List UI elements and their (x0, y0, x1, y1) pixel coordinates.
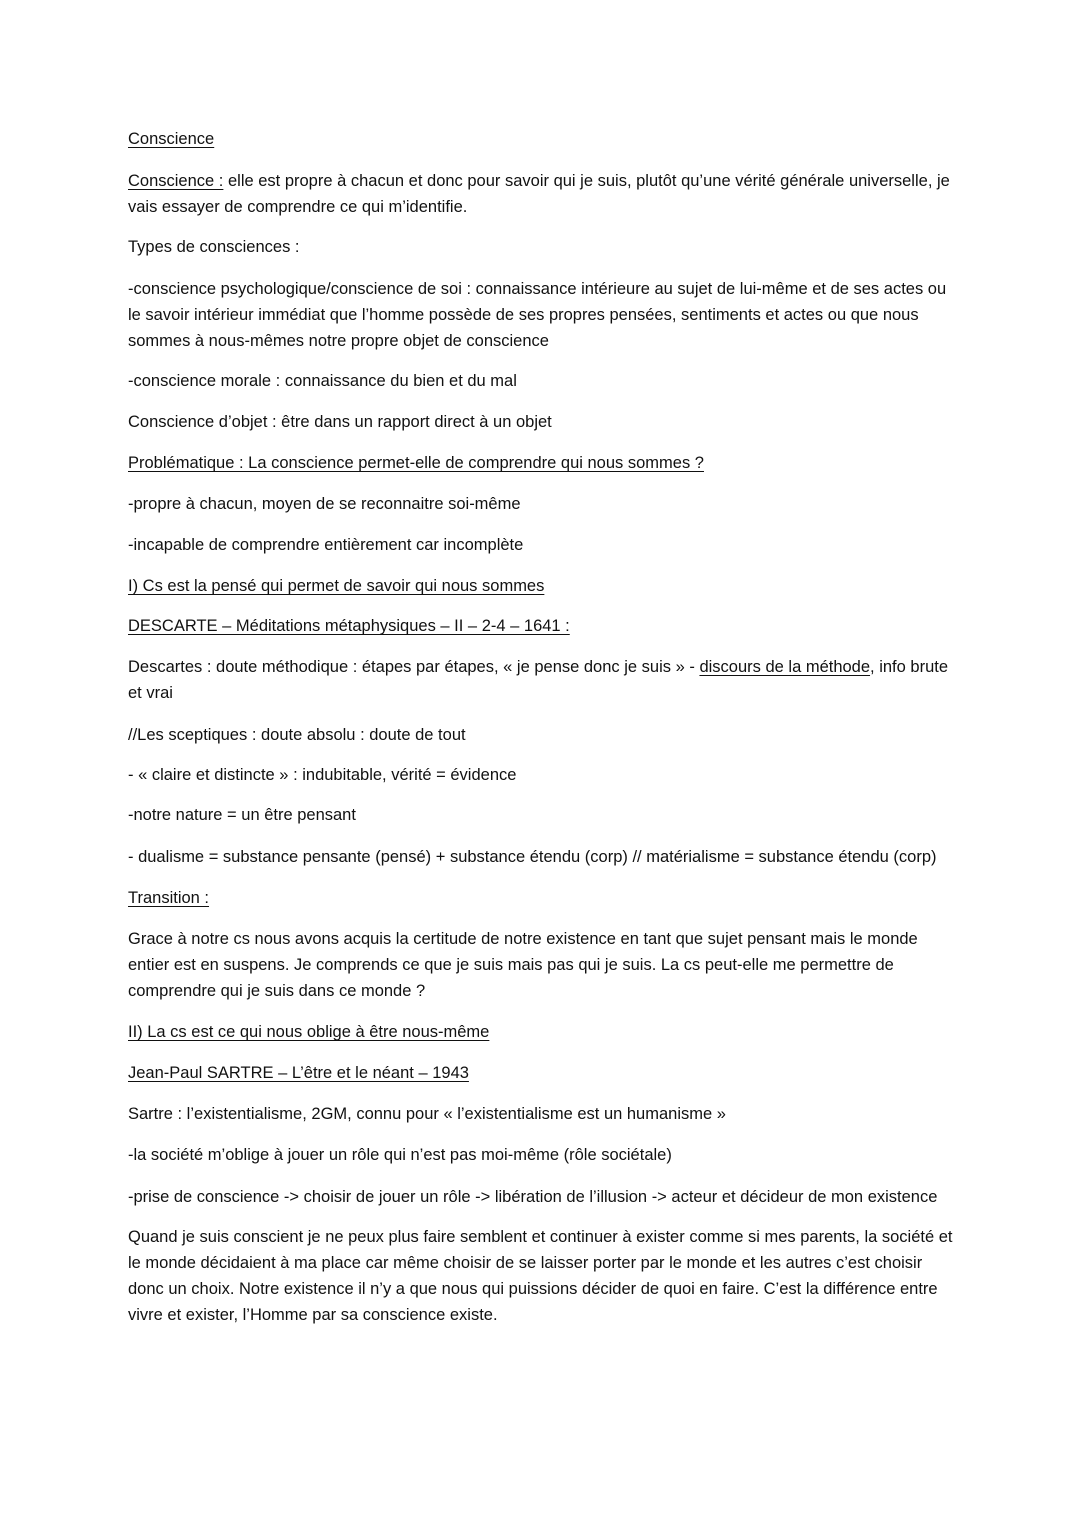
part-1-heading: I) Cs est la pensé qui permet de savoir qui nous sommes (128, 577, 545, 595)
point-2: -incapable de comprendre entièrement car incomplète (128, 536, 524, 554)
transition-text: Grace à notre cs nous avons acquis la certitude de notre existence en tant que sujet pensant mais le monde entier est en suspens. Je comprends ce que je suis mais pas qui je suis. La cs peut-elle me permettre de comprendre qui je suis dans ce monde ? (128, 930, 918, 1000)
dualism: - dualisme = substance pensante (pensé) + substance étendu (corp) // matérialisme = substance étendu (corp) (128, 848, 937, 866)
definition-paragraph (128, 168, 958, 220)
descartes-reference: DESCARTE – Méditations métaphysiques – II – 2-4 – 1641 : (128, 617, 570, 635)
sartre-reference: Jean-Paul SARTRE – L’être et le néant – 1943 (128, 1064, 469, 1082)
type-moral: -conscience morale : connaissance du bien et du mal (128, 372, 517, 390)
object-consciousness: Conscience d’objet : être dans un rapport direct à un objet (128, 413, 552, 431)
point-1: -propre à chacun, moyen de se reconnaitre soi-même (128, 495, 521, 513)
transition-label: Transition : (128, 889, 210, 907)
descartes-text: Descartes : doute méthodique : étapes par étapes, « je pense donc je suis » - (128, 658, 700, 676)
clear-distinct: - « claire et distincte » : indubitable, vérité = évidence (128, 766, 517, 784)
definition-text: elle est propre à chacun et donc pour savoir qui je suis, plutôt qu’une vérité générale universelle, je vais essayer de comprendre ce qui m’identifie. (128, 172, 950, 216)
descartes-text-end: , info brute et vrai (128, 658, 949, 702)
descartes-method-reference: discours de la méthode (699, 658, 871, 676)
definition-label: Conscience : (128, 172, 224, 190)
problematic: Problématique : La conscience permet-elle de comprendre qui nous sommes ? (128, 454, 704, 472)
sceptics: //Les sceptiques : doute absolu : doute de tout (128, 726, 466, 744)
awareness: -prise de conscience -> choisir de jouer un rôle -> libération de l’illusion -> acteur et décideur de mon existence (128, 1188, 938, 1206)
types-heading: Types de consciences : (128, 238, 300, 256)
society-role: -la société m’oblige à jouer un rôle qui n’est pas moi-même (rôle sociétale) (128, 1146, 672, 1164)
descartes-paragraph (128, 654, 958, 706)
conclusion: Quand je suis conscient je ne peux plus faire semblent et continuer à exister comme si mes parents, la société et le monde décidaient à ma place car même choisir de se laisser porter par le monde et les autres c’est choisir donc un choix. Notre existence il n’y a que nous qui puissions décider de quoi en faire. C’est la différence entre vivre et exister, l’Homme par sa conscience existe. (128, 1228, 953, 1324)
type-psychological: -conscience psychologique/conscience de soi : connaissance intérieure au sujet de lui-même et de ses actes ou le savoir intérieur immédiat que l’homme possède de ses propres pensées, sentiments et actes ou que nous sommes à nous-mêmes notre propre objet de conscience (128, 280, 947, 350)
nature: -notre nature = un être pensant (128, 806, 356, 824)
part-2-heading: II) La cs est ce qui nous oblige à être nous-même (128, 1023, 490, 1041)
document-page (128, 126, 958, 1328)
sartre-intro: Sartre : l’existentialisme, 2GM, connu pour « l’existentialisme est un humanisme » (128, 1105, 726, 1123)
document-title: Conscience (128, 130, 215, 148)
